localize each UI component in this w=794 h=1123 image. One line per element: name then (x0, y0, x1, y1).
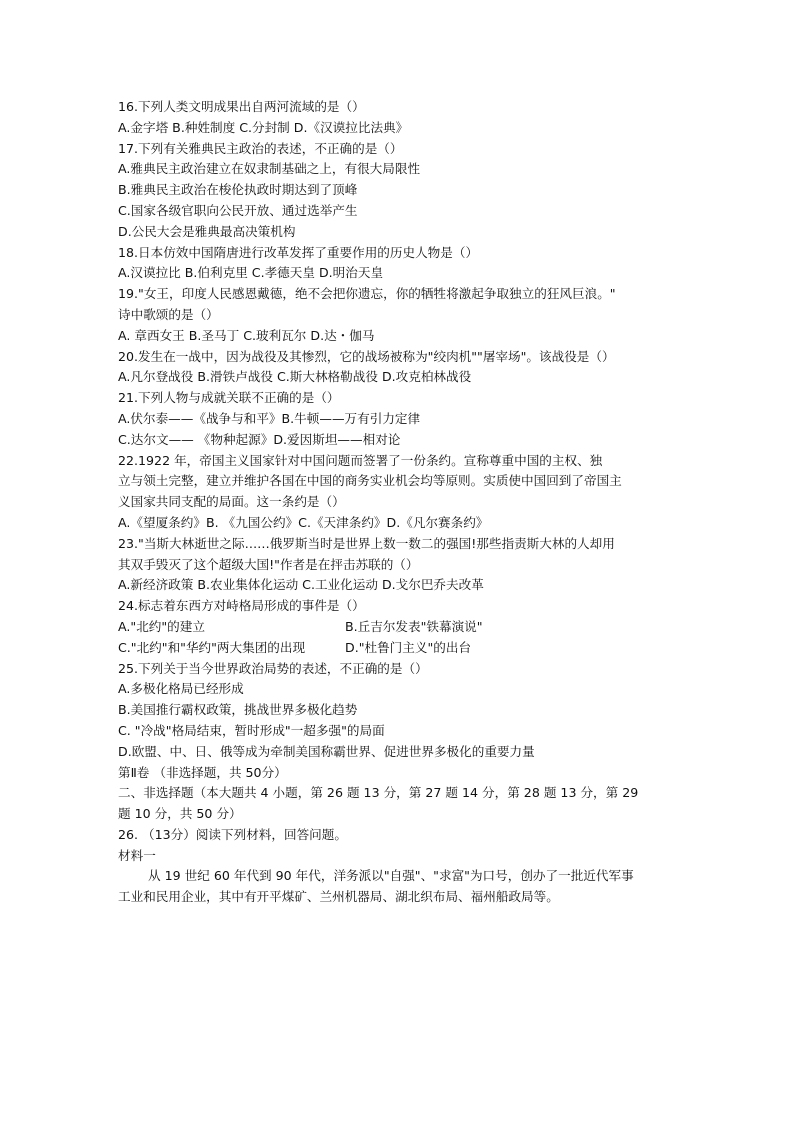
question-16-options: A.金字塔 B.种姓制度 C.分封制 D.《汉谟拉比法典》 (118, 119, 409, 135)
question-17-stem: 17.下列有关雅典民主政治的表述，不正确的是（） (118, 140, 403, 156)
question-17-option-d: D.公民大会是雅典最高决策机构 (118, 223, 296, 239)
question-25-option-a: A.多极化格局已经形成 (118, 681, 244, 697)
question-19-stem-line-1: 19."女王，印度人民感恩戴德，绝不会把你遗忘，你的牺牲将激起争取独立的狂风巨浪。" (118, 286, 616, 302)
material-1-line-2: 工业和民用企业，其中有开平煤矿、兰州机器局、湖北织布局、福州船政局等。 (118, 889, 559, 905)
question-21-options-line-2: C.达尔文—— 《物种起源》D.爱因斯坦——相对论 (118, 431, 401, 447)
material-1-label: 材料一 (118, 847, 156, 863)
question-16-stem: 16.下列人类文明成果出自两河流域的是（） (118, 99, 365, 114)
question-22-stem-line-3: 义国家共同支配的局面。这一条约是（） (118, 494, 345, 510)
exam-page (118, 97, 684, 908)
question-21-stem: 21.下列人物与成就关联不正确的是（） (118, 390, 340, 406)
question-17-option-c: C.国家各级官职向公民开放、通过选举产生 (118, 202, 358, 218)
question-23-stem-line-2: 其双手毁灭了这个超级大国!"作者是在抨击苏联的（） (118, 556, 419, 572)
question-25-option-d: D.欧盟、中、日、俄等成为牵制美国称霸世界、促进世界多极化的重要力量 (118, 743, 535, 759)
question-23-stem-line-1: 23."当斯大林逝世之际……俄罗斯当时是世界上数一数二的强国!那些指责斯大林的人却用 (118, 535, 615, 551)
question-25-stem: 25.下列关于当今世界政治局势的表述，不正确的是（） (118, 660, 428, 676)
question-24-option-d: D."杜鲁门主义"的出台 (345, 639, 472, 655)
question-17-option-b: B.雅典民主政治在梭伦执政时期达到了顶峰 (118, 182, 358, 198)
question-20-stem: 20.发生在一战中，因为战役及其惨烈，它的战场被称为"绞肉机""屠宰场"。该战役是（） (118, 348, 615, 364)
question-24-option-a: A."北约"的建立 (118, 618, 205, 634)
question-20-options: A.凡尔登战役 B.滑铁卢战役 C.斯大林格勒战役 D.攻克柏林战役 (118, 369, 472, 385)
part-2-title: 第Ⅱ卷 （非选择题，共 50分） (118, 764, 287, 780)
question-24-option-c: C."北约"和"华约"两大集团的出现 (118, 639, 306, 655)
question-23-options: A.新经济政策 B.农业集体化运动 C.工业化运动 D.戈尔巴乔夫改革 (118, 577, 484, 593)
question-22-stem-line-1: 22.1922 年，帝国主义国家针对中国问题而签署了一份条约。宣称尊重中国的主权、独 (118, 452, 603, 468)
question-17-option-a: A.雅典民主政治建立在奴隶制基础之上，有很大局限性 (118, 161, 421, 177)
question-22-stem-line-2: 立与领土完整，建立并维护各国在中国的商务实业机会均等原则。实质使中国回到了帝国主 (118, 473, 622, 489)
question-19-options: A. 章西女王 B.圣马丁 C.玻利瓦尔 D.达・伽马 (118, 327, 375, 343)
question-18-options: A.汉谟拉比 B.伯利克里 C.孝德天皇 D.明治天皇 (118, 265, 384, 281)
question-24-option-b: B.丘吉尔发表"铁幕演说" (345, 618, 483, 634)
question-19-stem-line-2: 诗中歌颂的是（） (118, 306, 219, 322)
question-21-options-line-1: A.伏尔泰——《战争与和平》B.牛顿——万有引力定律 (118, 410, 421, 426)
question-25-option-c: C. "冷战"格局结束，暂时形成"一超多强"的局面 (118, 722, 385, 738)
question-25-option-b: B.美国推行霸权政策，挑战世界多极化趋势 (118, 702, 358, 718)
question-24-options-row-2 (118, 638, 684, 659)
question-22-options: A.《望厦条约》B. 《九国公约》C.《天津条约》D.《凡尔赛条约》 (118, 514, 489, 530)
section-2-instructions-line-1: 二、非选择题（本大题共 4 小题，第 26 题 13 分，第 27 题 14 分，第 28 题 13 分，第 29 (118, 785, 639, 801)
section-2-instructions-line-2: 题 10 分，共 50 分） (118, 806, 242, 822)
question-26-heading: 26. （13分）阅读下列材料，回答问题。 (118, 826, 347, 842)
question-24-stem: 24.标志着东西方对峙格局形成的事件是（） (118, 598, 365, 614)
question-24-options-row-1 (118, 617, 684, 638)
material-1-line-1: 从 19 世纪 60 年代到 90 年代，洋务派以"自强"、"求富"为口号，创办了一批近代军事 (148, 868, 634, 884)
question-18-stem: 18.日本仿效中国隋唐进行改革发挥了重要作用的历史人物是（） (118, 244, 479, 260)
